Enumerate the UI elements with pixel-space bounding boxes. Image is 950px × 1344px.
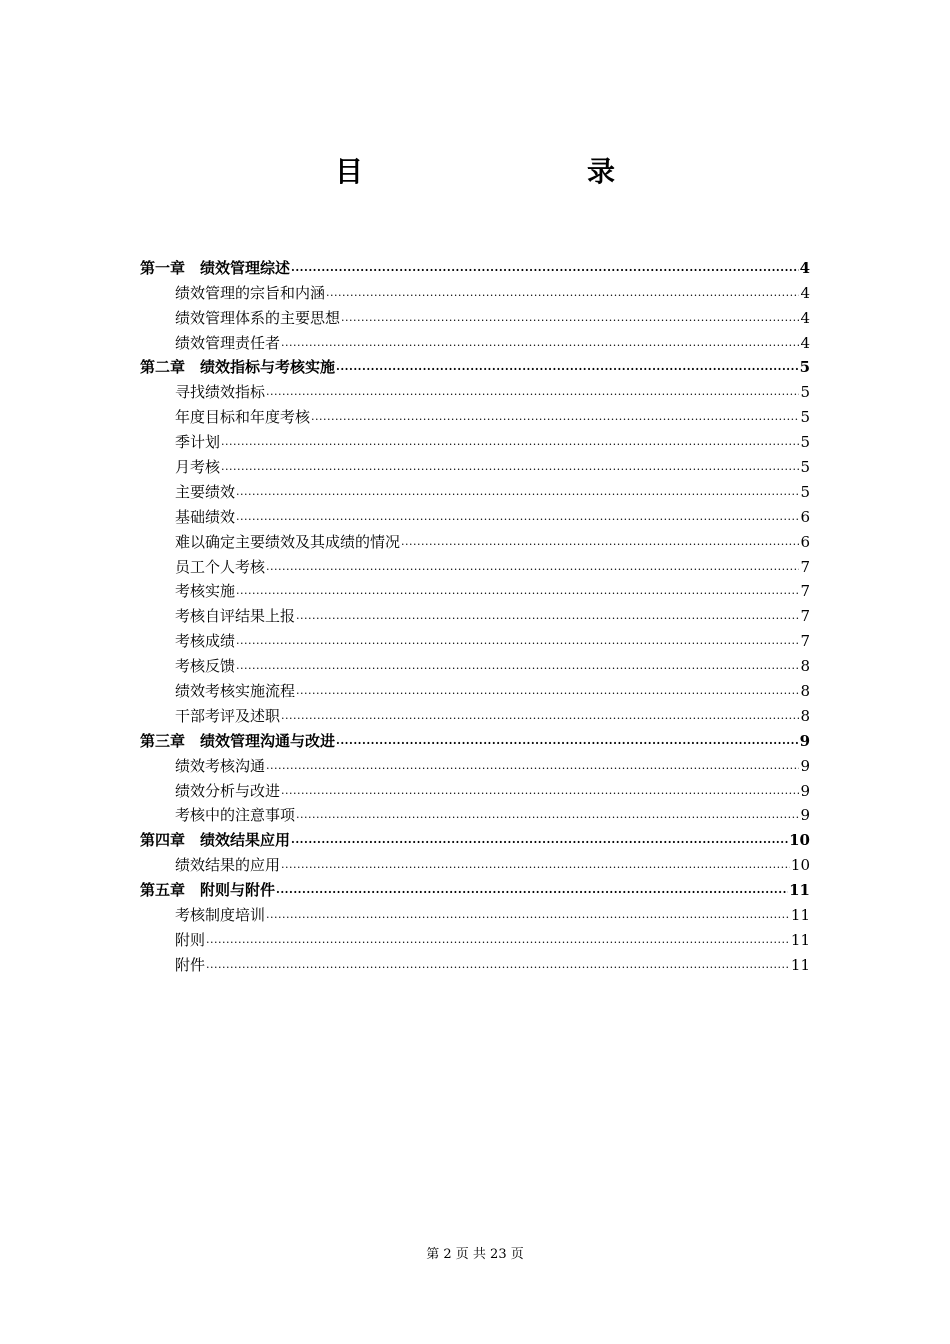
- toc-entry-page: 7: [800, 582, 810, 601]
- toc-entry-label: 考核自评结果上报: [175, 607, 296, 626]
- toc-entry-page: 8: [800, 657, 810, 676]
- toc-entry-chapter[interactable]: [140, 726, 810, 751]
- toc-entry-page: 7: [800, 607, 810, 626]
- toc-entry-page: 4: [799, 258, 810, 277]
- toc-leader-dots: [266, 908, 790, 922]
- toc-entry-section[interactable]: [140, 452, 810, 477]
- toc-entry-page: 4: [800, 308, 810, 327]
- toc-entry-section[interactable]: [140, 427, 810, 452]
- toc-leader-dots: [266, 385, 799, 399]
- toc-entry-page: 7: [800, 632, 810, 651]
- toc-leader-dots: [336, 734, 799, 748]
- toc-entry-label: 绩效管理体系的主要思想: [175, 308, 341, 327]
- toc-entry-label: 绩效分析与改进: [175, 781, 281, 800]
- toc-entry-label: 考核反馈: [175, 657, 236, 676]
- toc-leader-dots: [281, 858, 790, 872]
- toc-entry-chapter[interactable]: [140, 353, 810, 378]
- toc-entry-section[interactable]: [140, 626, 810, 651]
- toc-entry-label: 考核成绩: [175, 632, 236, 651]
- toc-entry-section[interactable]: [140, 801, 810, 826]
- toc-entry-section[interactable]: [140, 502, 810, 527]
- toc-entry-section[interactable]: [140, 527, 810, 552]
- toc-leader-dots: [236, 510, 799, 524]
- toc-entry-label: 年度目标和年度考核: [175, 408, 311, 427]
- toc-leader-dots: [276, 883, 788, 897]
- toc-leader-dots: [281, 784, 799, 798]
- toc-leader-dots: [221, 435, 799, 449]
- toc-entry-page: 5: [800, 482, 810, 501]
- toc-entry-label: 第一章 绩效管理综述: [140, 258, 291, 277]
- toc-entry-page: 9: [800, 806, 810, 825]
- toc-entry-label: 员工个人考核: [175, 557, 266, 576]
- toc-leader-dots: [326, 286, 799, 300]
- toc-entry-section[interactable]: [140, 577, 810, 602]
- toc-entry-page: 6: [800, 532, 810, 551]
- toc-leader-dots: [236, 634, 799, 648]
- toc-leader-dots: [206, 933, 790, 947]
- toc-entry-page: 8: [800, 706, 810, 725]
- toc-leader-dots: [296, 808, 799, 822]
- toc-entry-section[interactable]: [140, 377, 810, 402]
- toc-leader-dots: [236, 485, 799, 499]
- toc-entry-page: 9: [799, 731, 810, 750]
- toc-entry-label: 考核中的注意事项: [175, 806, 296, 825]
- toc-entry-page: 11: [790, 906, 810, 925]
- toc-leader-dots: [236, 584, 799, 598]
- toc-entry-page: 5: [800, 408, 810, 427]
- toc-leader-dots: [311, 410, 799, 424]
- toc-entry-page: 11: [789, 881, 810, 900]
- toc-entry-page: 11: [790, 930, 810, 949]
- toc-entry-label: 难以确定主要绩效及其成绩的情况: [175, 532, 401, 551]
- toc-leader-dots: [236, 659, 799, 673]
- toc-entry-section[interactable]: [140, 477, 810, 502]
- toc-entry-page: 11: [790, 955, 810, 974]
- toc-entry-chapter[interactable]: [140, 875, 810, 900]
- toc-entry-label: 绩效管理的宗旨和内涵: [175, 283, 326, 302]
- toc-entry-label: 绩效考核沟通: [175, 756, 266, 775]
- toc-leader-dots: [341, 311, 799, 325]
- toc-entry-label: 寻找绩效指标: [175, 383, 266, 402]
- toc-entry-section[interactable]: [140, 850, 810, 875]
- toc-entry-page: 7: [800, 557, 810, 576]
- toc-entry-page: 9: [800, 756, 810, 775]
- toc-leader-dots: [291, 833, 788, 847]
- toc-entry-label: 考核制度培训: [175, 906, 266, 925]
- toc-leader-dots: [206, 958, 790, 972]
- toc-entry-section[interactable]: [140, 776, 810, 801]
- toc-entry-label: 第三章 绩效管理沟通与改进: [140, 731, 336, 750]
- toc-entry-page: 5: [800, 433, 810, 452]
- toc-leader-dots: [291, 261, 799, 275]
- toc-entry-label: 第四章 绩效结果应用: [140, 831, 291, 850]
- toc-entry-section[interactable]: [140, 900, 810, 925]
- toc-entry-section[interactable]: [140, 402, 810, 427]
- toc-entry-section[interactable]: [140, 303, 810, 328]
- toc-entry-section[interactable]: [140, 651, 810, 676]
- toc-entry-page: 9: [800, 781, 810, 800]
- toc-entry-label: 绩效考核实施流程: [175, 682, 296, 701]
- toc-title: 目 录: [334, 155, 671, 188]
- toc-leader-dots: [296, 684, 799, 698]
- toc-entry-label: 绩效管理责任者: [175, 333, 281, 352]
- toc-entry-label: 月考核: [175, 458, 221, 477]
- toc-entry-section[interactable]: [140, 751, 810, 776]
- toc-entry-page: 6: [800, 507, 810, 526]
- toc-leader-dots: [401, 535, 799, 549]
- toc-leader-dots: [221, 460, 799, 474]
- toc-entry-section[interactable]: [140, 676, 810, 701]
- toc-entry-page: 10: [789, 831, 810, 850]
- toc-entry-label: 绩效结果的应用: [175, 856, 281, 875]
- toc-entry-label: 附件: [175, 955, 206, 974]
- toc-leader-dots: [296, 609, 799, 623]
- toc-entry-section[interactable]: [140, 925, 810, 950]
- toc-entry-page: 4: [800, 333, 810, 352]
- page-footer: 第 2 页 共 23 页: [426, 1247, 524, 1262]
- toc-entry-label: 主要绩效: [175, 482, 236, 501]
- toc-entry-section[interactable]: [140, 950, 810, 975]
- toc-entry-label: 干部考评及述职: [175, 706, 281, 725]
- toc-entry-chapter[interactable]: [140, 825, 810, 850]
- toc-entry-chapter[interactable]: [140, 253, 810, 278]
- toc-entry-label: 附则: [175, 930, 206, 949]
- toc-entry-section[interactable]: [140, 552, 810, 577]
- toc-entry-page: 8: [800, 682, 810, 701]
- toc-entry-label: 季计划: [175, 433, 221, 452]
- toc-entry-page: 4: [800, 283, 810, 302]
- toc-entry-section[interactable]: [140, 701, 810, 726]
- toc-entry-section[interactable]: [140, 601, 810, 626]
- toc-leader-dots: [266, 759, 799, 773]
- toc-leader-dots: [281, 336, 799, 350]
- toc-entry-label: 第二章 绩效指标与考核实施: [140, 358, 336, 377]
- toc-entry-label: 考核实施: [175, 582, 236, 601]
- toc-entry-page: 10: [790, 856, 810, 875]
- toc-leader-dots: [281, 709, 799, 723]
- table-of-contents: [140, 253, 810, 975]
- toc-entry-label: 基础绩效: [175, 507, 236, 526]
- toc-entry-section[interactable]: [140, 328, 810, 353]
- toc-leader-dots: [266, 560, 799, 574]
- toc-leader-dots: [336, 360, 799, 374]
- toc-entry-label: 第五章 附则与附件: [140, 881, 276, 900]
- toc-entry-page: 5: [800, 383, 810, 402]
- toc-entry-section[interactable]: [140, 278, 810, 303]
- toc-entry-page: 5: [800, 458, 810, 477]
- toc-entry-page: 5: [799, 358, 810, 377]
